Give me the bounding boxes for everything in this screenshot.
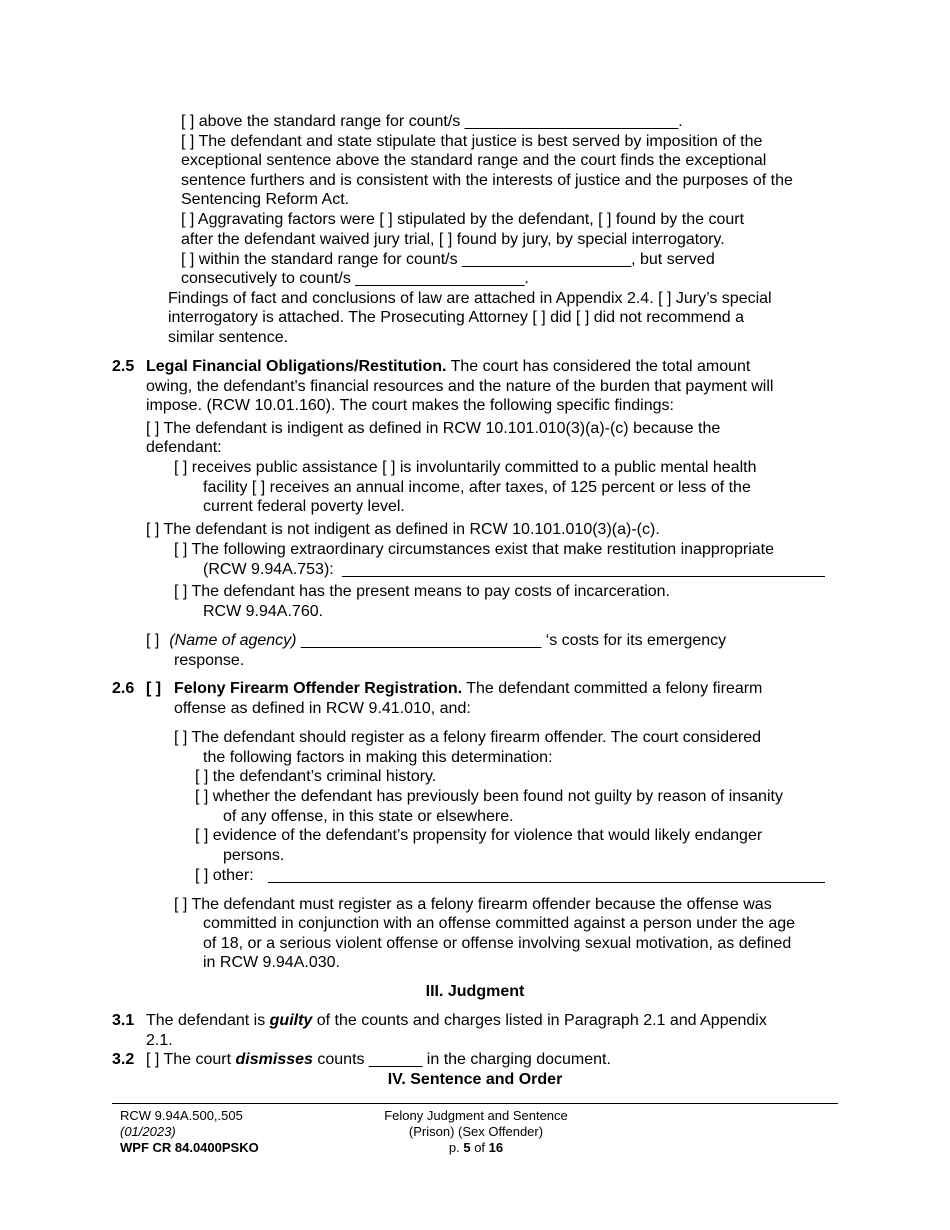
public-assistance-text: facility [ ] receives an annual income, after taxes, of 125 percent or less of the [203, 479, 751, 496]
dismissal-option [146, 1050, 611, 1070]
guilty-text: The defendant is [146, 1012, 270, 1029]
section-title: Felony Firearm Offender Registration. [174, 680, 463, 697]
footer-date: (01/2023) [120, 1124, 176, 1139]
emergency-response-option [146, 631, 726, 651]
sentence-heading: IV. Sentence and Order [387, 1071, 563, 1088]
must-register-text: of 18, or a serious violent offense or offense involving sexual motivation, as defined [203, 935, 792, 952]
extraordinary-circumstances-text: (RCW 9.94A.753): [203, 561, 334, 578]
guilty-text: 2.1. [146, 1032, 173, 1049]
not-indigent-option: [ ] The defendant is not indigent as defined in RCW 10.101.010(3)(a)-(c). [146, 521, 660, 538]
footer-subtitle: (Prison) (Sex Offender) [408, 1124, 544, 1139]
insanity-factor-text: of any offense, in this state or elsewhere. [223, 808, 514, 825]
stipulation-text: sentence furthers and is consistent with the interests of justice and the purposes of the [181, 172, 793, 189]
footer-rcw: RCW 9.94A.500,.505 [120, 1108, 243, 1123]
stipulation-text: exceptional sentence above the standard range and the court finds the exceptional [181, 152, 767, 169]
section-intro: The defendant committed a felony firearm [462, 680, 763, 697]
fill-in-line [342, 576, 825, 577]
guilty-finding [146, 1011, 767, 1031]
guilty-text: of the counts and charges listed in Paragraph 2.1 and Appendix [312, 1012, 767, 1029]
emergency-response-text: ___________________________ ‘s costs for its emergency [296, 632, 727, 649]
footer-rule [112, 1103, 838, 1104]
page-current: 5 [463, 1140, 471, 1155]
above-range-option: [ ] above the standard range for count/s ________________________. [181, 113, 683, 130]
findings-text: interrogatory is attached. The Prosecuting Attorney [ ] did [ ] did not recommend a [168, 309, 745, 326]
footer-page-number [330, 1140, 622, 1156]
section-title: Legal Financial Obligations/Restitution. [146, 358, 447, 375]
extraordinary-circumstances-option: [ ] The following extraordinary circumstances exist that make restitution inappropriate [174, 541, 774, 558]
public-assistance-text: current federal poverty level. [203, 498, 405, 515]
should-register-text: the following factors in making this determination: [203, 749, 553, 766]
within-range-option: [ ] within the standard range for count/s ___________________, but served [181, 251, 715, 268]
guilty-emphasis: guilty [269, 1012, 313, 1029]
page-of: of [470, 1140, 489, 1155]
agency-name-label: (Name of agency) [169, 632, 297, 649]
section-heading-line [146, 357, 750, 377]
emergency-response-text: response. [174, 652, 245, 669]
criminal-history-factor: [ ] the defendant’s criminal history. [195, 768, 437, 785]
must-register-option: [ ] The defendant must register as a felony firearm offender because the offense was [174, 896, 772, 913]
within-range-text: consecutively to count/s ___________________. [181, 270, 529, 287]
stipulation-option: [ ] The defendant and state stipulate that justice is best served by imposition of the [181, 133, 763, 150]
section-intro: The court has considered the total amount [446, 358, 751, 375]
incarceration-costs-text: RCW 9.94A.760. [203, 603, 324, 620]
section-text: impose. (RCW 10.01.160). The court makes the following specific findings: [146, 397, 674, 414]
insanity-factor: [ ] whether the defendant has previously been found not guilty by reason of insanity [195, 788, 783, 805]
must-register-text: committed in conjunction with an offense committed against a person under the age [203, 915, 796, 932]
other-factor: [ ] other: [195, 867, 254, 884]
checkbox-label: [ ] [146, 680, 162, 697]
section-text: offense as defined in RCW 9.41.010, and: [174, 700, 471, 717]
stipulation-text: Sentencing Reform Act. [181, 191, 350, 208]
page-total: 16 [488, 1140, 504, 1155]
findings-text: similar sentence. [168, 329, 289, 346]
must-register-text: in RCW 9.94A.030. [203, 954, 340, 971]
section-number: 2.5 [112, 358, 135, 375]
indigent-text: defendant: [146, 439, 222, 456]
fill-in-line [268, 882, 825, 883]
footer-title: Felony Judgment and Sentence [384, 1108, 568, 1123]
section-heading-line [174, 679, 762, 699]
section-number: 3.2 [112, 1051, 135, 1068]
section-number: 3.1 [112, 1012, 135, 1029]
violence-factor-text: persons. [223, 847, 285, 864]
judgment-heading: III. Judgment [425, 983, 525, 1000]
should-register-option: [ ] The defendant should register as a felony firearm offender. The court considered [174, 729, 762, 746]
indigent-option: [ ] The defendant is indigent as defined in RCW 10.101.010(3)(a)-(c) because the [146, 420, 721, 437]
dismissal-text: counts ______ in the charging document. [312, 1051, 611, 1068]
incarceration-costs-option: [ ] The defendant has the present means to pay costs of incarceration. [174, 583, 670, 600]
dismissal-text: [ ] The court [146, 1051, 236, 1068]
dismisses-emphasis: dismisses [235, 1051, 313, 1068]
aggravating-factors-option: [ ] Aggravating factors were [ ] stipulated by the defendant, [ ] found by the court [181, 211, 745, 228]
page-prefix: p. [448, 1140, 464, 1155]
public-assistance-option: [ ] receives public assistance [ ] is involuntarily committed to a public mental health [174, 459, 757, 476]
footer-form-number: WPF CR 84.0400PSKO [120, 1140, 259, 1155]
section-number: 2.6 [112, 680, 135, 697]
findings-text: Findings of fact and conclusions of law are attached in Appendix 2.4. [ ] Jury’s special [168, 290, 772, 307]
violence-factor: [ ] evidence of the defendant’s propensity for violence that would likely endanger [195, 827, 763, 844]
checkbox-label: [ ] [146, 632, 160, 649]
aggravating-factors-text: after the defendant waived jury trial, [ ] found by jury, by special interrogatory. [181, 231, 725, 248]
section-text: owing, the defendant's financial resources and the nature of the burden that payment will [146, 378, 774, 395]
